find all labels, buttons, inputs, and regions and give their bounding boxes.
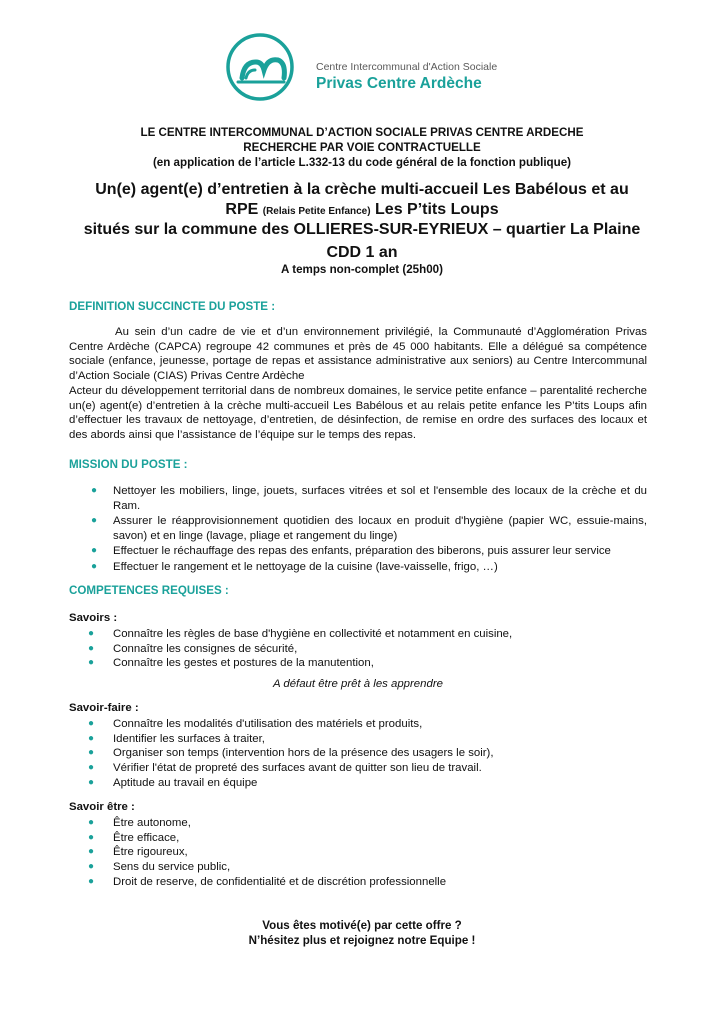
header-line1: LE CENTRE INTERCOMMUNAL D’ACTION SOCIALE PRIVAS CENTRE ARDECHE bbox=[140, 126, 584, 139]
definition-heading: DEFINITION SUCCINCTE DU POSTE : bbox=[69, 300, 276, 313]
list-item-text: Effectuer le réchauffage des repas des enfants, préparation des biberons, puis assurer leur service bbox=[113, 545, 611, 557]
list-item bbox=[69, 544, 647, 559]
list-item bbox=[69, 484, 647, 513]
list-item bbox=[69, 875, 647, 890]
list-item-text: Connaître les consignes de sécurité, bbox=[113, 642, 298, 655]
savoir-etre-label: Savoir être : bbox=[69, 801, 135, 813]
list-item bbox=[69, 860, 647, 875]
job-title-rpe: RPE bbox=[225, 201, 259, 218]
list-item bbox=[69, 717, 647, 732]
list-item-text: Être efficace, bbox=[113, 831, 180, 844]
list-item bbox=[69, 560, 647, 575]
definition-paragraph-1 bbox=[69, 325, 647, 383]
bullet-icon: ● bbox=[88, 732, 95, 744]
bullet-icon: ● bbox=[88, 817, 95, 828]
savoir-faire-list bbox=[69, 717, 647, 791]
list-item bbox=[69, 627, 647, 642]
working-hours: A temps non-complet (25h00) bbox=[281, 263, 443, 276]
job-title-line1: Un(e) agent(e) d’entretien à la crèche multi-accueil Les Babélous et au bbox=[95, 181, 629, 198]
list-item bbox=[69, 732, 647, 747]
list-item-text: Assurer le réapprovisionnement quotidien des locaux en produit d'hygiène (papier WC, essuie-mains, savon) et en linge (lavage, pliage et rangement du linge) bbox=[113, 515, 647, 542]
bullet-icon: ● bbox=[88, 846, 95, 858]
list-item-text: Connaître les modalités d'utilisation des matériels et produits, bbox=[113, 718, 423, 730]
list-item bbox=[69, 514, 647, 543]
savoir-etre-list bbox=[69, 816, 647, 890]
list-item-text: Nettoyer les mobiliers, linge, jouets, surfaces vitrées et sol et l'ensemble des locaux de la crèche et du Ram. bbox=[113, 485, 647, 512]
savoir-faire-label: Savoir-faire : bbox=[69, 702, 139, 714]
bullet-icon: ● bbox=[88, 762, 95, 774]
job-title-line2 bbox=[60, 200, 664, 222]
bullet-icon: ● bbox=[91, 515, 98, 526]
bullet-icon: ● bbox=[88, 718, 95, 729]
list-item bbox=[69, 656, 647, 671]
savoirs-label: Savoirs : bbox=[69, 612, 118, 624]
competences-heading: COMPETENCES REQUISES : bbox=[69, 584, 229, 597]
closing-line2: N’hésitez plus et rejoignez notre Equipe ! bbox=[248, 934, 476, 947]
bullet-icon: ● bbox=[88, 831, 95, 843]
job-title-line3: situés sur la commune des OLLIERES-SUR-EYRIEUX – quartier La Plaine bbox=[83, 221, 641, 238]
header-line2: RECHERCHE PAR VOIE CONTRACTUELLE bbox=[243, 141, 481, 154]
list-item-text: Sens du service public, bbox=[113, 861, 231, 874]
savoirs-note: A défaut être prêt à les apprendre bbox=[273, 678, 443, 690]
bullet-icon: ● bbox=[88, 776, 95, 788]
list-item-text: Organiser son temps (intervention hors de la présence des usagers le soir), bbox=[113, 747, 494, 760]
list-item-text: Connaître les règles de base d'hygiène en collectivité et notamment en cuisine, bbox=[113, 628, 513, 640]
job-title-rpe-detail: (Relais Petite Enfance) bbox=[262, 206, 371, 217]
list-item bbox=[69, 816, 647, 831]
list-item-text: Connaître les gestes et postures de la manutention, bbox=[113, 657, 374, 670]
closing-line1: Vous êtes motivé(e) par cette offre ? bbox=[262, 919, 462, 932]
list-item bbox=[69, 776, 647, 791]
logo-text-line2: Privas Centre Ardèche bbox=[316, 75, 482, 92]
list-item-text: Être rigoureux, bbox=[113, 846, 188, 859]
bullet-icon: ● bbox=[88, 657, 95, 669]
list-item-text: Droit de reserve, de confidentialité et de discrétion professionnelle bbox=[113, 875, 447, 888]
logo-text-line1: Centre Intercommunal d'Action Sociale bbox=[316, 61, 498, 73]
list-item-text: Effectuer le rangement et le nettoyage de la cuisine (lave-vaisselle, frigo, …) bbox=[113, 560, 498, 573]
job-title-ptits-loups: Les P’tits Loups bbox=[375, 201, 499, 218]
definition-paragraph-1-text: Au sein d’un cadre de vie et d’un environnement privilégié, la Communauté d’Agglomération Privas Centre Ardèche (CAPCA) regroupe 42 communes et près de 45 000 habitants. Elle a délégué sa compétence sociale (enfance, jeunesse, portage de repas et assistance administrative aux seniors) au Centre Intercommunal d’Action Sociale (CIAS) Privas Centre Ardèche bbox=[69, 326, 647, 382]
bullet-icon: ● bbox=[91, 560, 98, 572]
list-item-text: Identifier les surfaces à traiter, bbox=[113, 732, 265, 745]
logo-emblem-icon bbox=[218, 32, 310, 102]
mission-list bbox=[69, 484, 647, 575]
list-item bbox=[69, 642, 647, 657]
header-line3: (en application de l’article L.332-13 du code général de la fonction publique) bbox=[152, 156, 572, 169]
definition-paragraph-2: Acteur du développement territorial dans de nombreux domaines, le service petite enfance – parentalité recherche un(e) agent(e) d’entretien à la crèche multi-accueil Les Babélous et au relais petite enfance les P’tits Loups afin d’effectuer les travaux de nettoyage, d’entretien, de désinfection, de remise en ordre des surfaces des locaux et des abords ainsi que l’assistance de l’équipe sur le temps des repas. bbox=[69, 385, 647, 441]
bullet-icon: ● bbox=[88, 642, 95, 654]
bullet-icon: ● bbox=[88, 628, 95, 639]
bullet-icon: ● bbox=[91, 545, 98, 556]
bullet-icon: ● bbox=[88, 747, 95, 759]
bullet-icon: ● bbox=[88, 861, 95, 873]
bullet-icon: ● bbox=[91, 485, 98, 496]
list-item-text: Aptitude au travail en équipe bbox=[113, 776, 258, 789]
contract-type: CDD 1 an bbox=[326, 244, 398, 261]
cias-logo bbox=[218, 32, 518, 102]
list-item bbox=[69, 746, 647, 761]
bullet-icon: ● bbox=[88, 875, 95, 887]
list-item bbox=[69, 761, 647, 776]
list-item-text: Être autonome, bbox=[113, 817, 191, 829]
mission-heading: MISSION DU POSTE : bbox=[69, 458, 188, 471]
savoirs-list bbox=[69, 627, 647, 671]
list-item-text: Vérifier l'état de propreté des surfaces avant de quitter son lieu de travail. bbox=[113, 762, 482, 775]
list-item bbox=[69, 831, 647, 846]
list-item bbox=[69, 845, 647, 860]
